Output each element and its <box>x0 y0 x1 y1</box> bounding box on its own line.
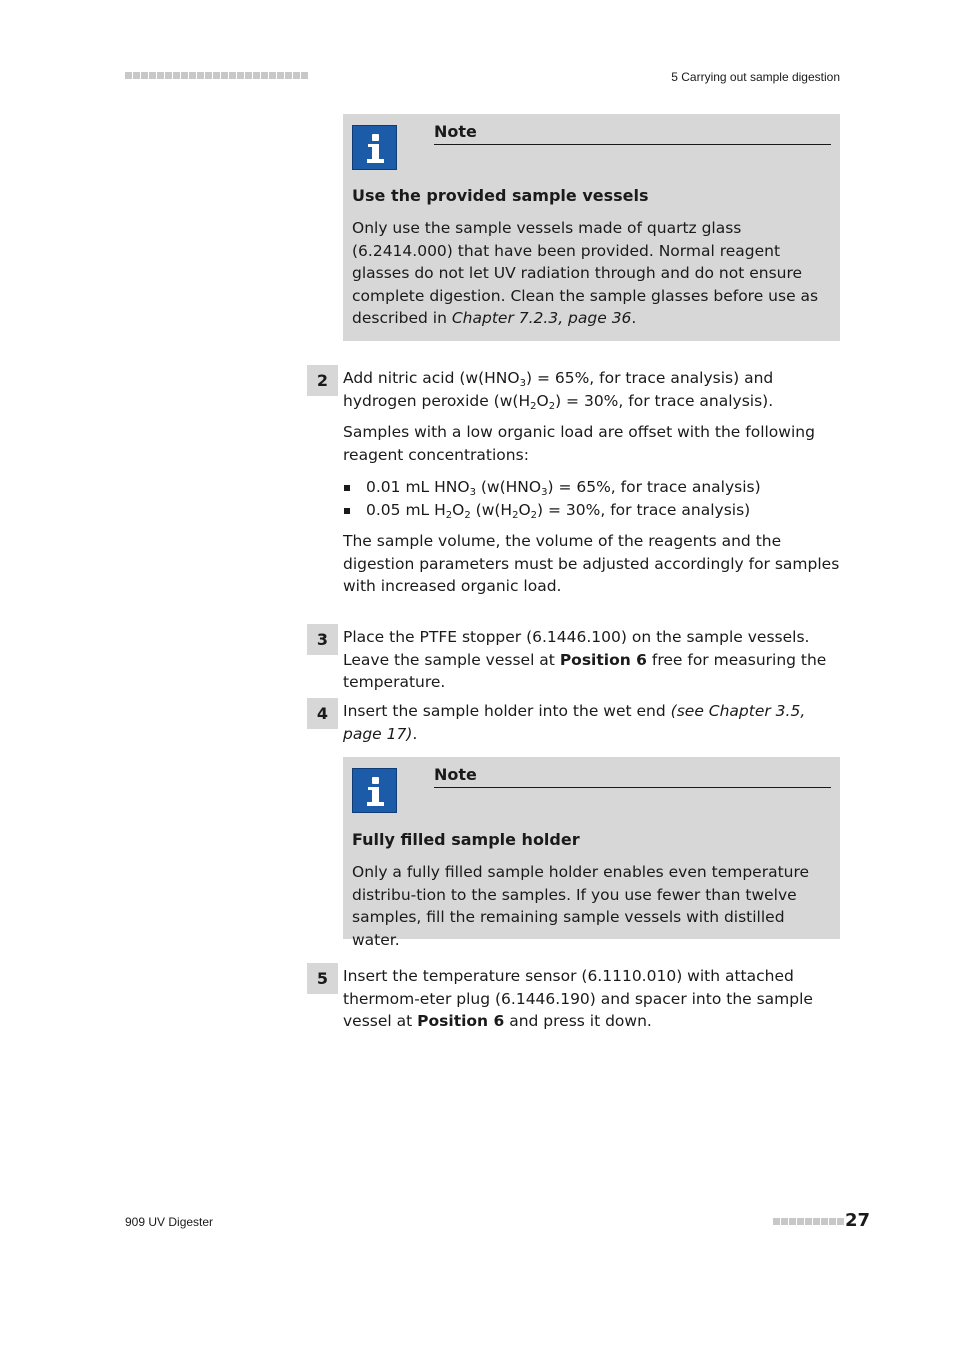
step-2-text: Add nitric acid ($w(HNO_3) = 65\%$, for trace analysis) and hydrogen peroxide ($w(H_2O_2) = 30\%$, for trace analysis). <box>343 369 774 412</box>
page-number: 27 <box>845 1210 871 1231</box>
note-body: Only use the sample vessels made of quartz glass (6.2414.000) that have been provided. Normal reagent glasses do not let UV radiation through and do not ensure complete digestion. Clean the sample glasses before use as described in Chapter 7.2.3, page 36. <box>352 219 819 327</box>
chapter-reference: (see Chapter 3.5, page 17) <box>343 702 806 743</box>
step-3-text: Place the PTFE stopper (6.1446.100) on the sample vessels. Leave the sample vessel at Position 6 free for measuring the temperature. <box>343 628 827 691</box>
step-4-text: Insert the sample holder into the wet end (see Chapter 3.5, page 17). <box>343 702 806 743</box>
note-heading: Use the provided sample vessels <box>352 186 649 205</box>
info-icon <box>352 125 397 170</box>
step-5-text: Insert the temperature sensor (6.1110.010) with attached thermom-eter plug (6.1446.190) and spacer into the sample vessel at Position 6 and press it down. <box>343 967 813 1030</box>
note-label: Note <box>434 765 831 788</box>
list-item: 0.01 mL $HNO_3$ ($w(HNO_3) = 65\%$, for trace analysis) <box>343 476 843 499</box>
note-box-sample-vessels <box>343 114 840 341</box>
footer-decoration <box>773 1218 844 1225</box>
step-2-paragraph-adjust: The sample volume, the volume of the reagents and the digestion parameters must be adjusted accordingly for samples with increased organic load. <box>343 532 840 595</box>
note-heading: Fully filled sample holder <box>352 830 580 849</box>
list-item: 0.05 mL $H_2O_2$ ($w(H_2O_2) = 30\%$, for trace analysis) <box>343 499 843 522</box>
info-icon <box>352 768 397 813</box>
reagent-list <box>343 476 843 521</box>
chapter-title: 5 Carrying out sample digestion <box>671 70 840 84</box>
step-number-3: 3 <box>307 624 338 655</box>
step-number-2: 2 <box>307 365 338 396</box>
step-number-4: 4 <box>307 698 338 729</box>
step-2-paragraph: Samples with a low organic load are offset with the following reagent concentrations: <box>343 423 815 464</box>
chapter-reference: Chapter 7.2.3, page 36 <box>451 309 632 327</box>
note-box-sample-holder <box>343 757 840 949</box>
step-number-5: 5 <box>307 963 338 994</box>
note-label: Note <box>434 122 831 145</box>
note-body: Only a fully filled sample holder enables even temperature distribu-tion to the samples. If you use fewer than twelve samples, fill the remaining sample vessels with distilled water. <box>352 863 810 949</box>
product-name: 909 UV Digester <box>125 1215 214 1229</box>
header-decoration <box>125 72 308 80</box>
